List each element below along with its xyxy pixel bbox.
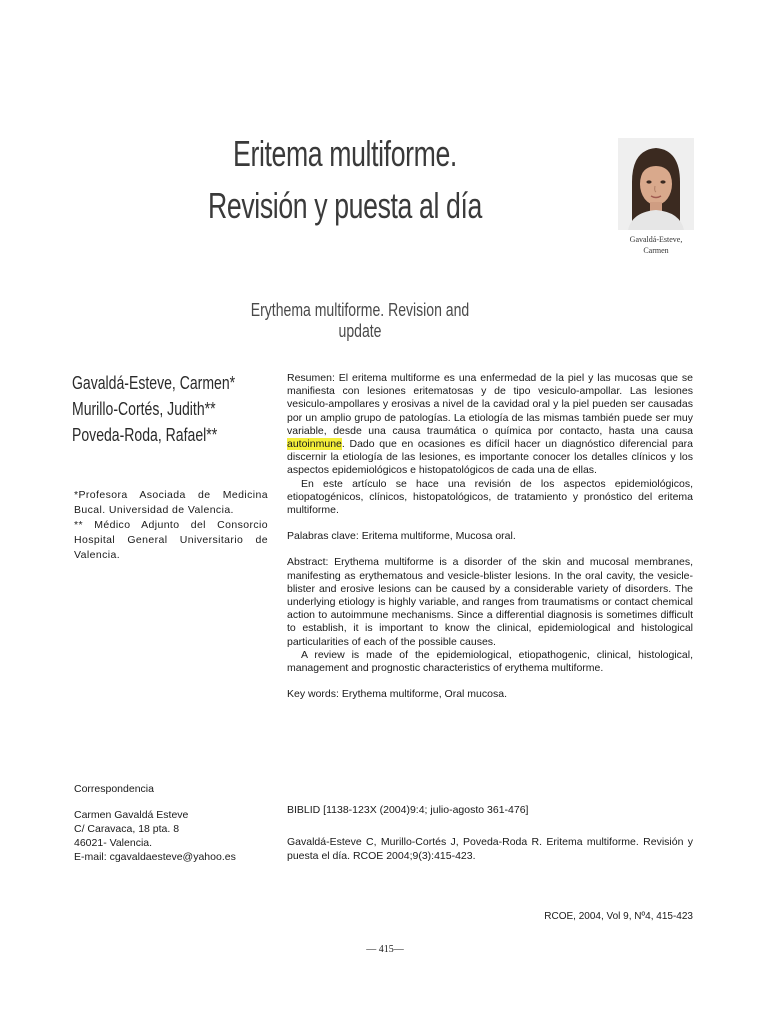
correspondence-heading: Correspondencia <box>74 783 154 795</box>
palabras-clave: Palabras clave: Eritema multiforme, Mucosa oral. <box>287 530 516 543</box>
abstract-paragraph-2: A review is made of the epidemiological, etiopathogenic, clinical, histological, management and prognostic characteristics of erythema multiforme. <box>287 648 693 675</box>
biblid: BIBLID [1138-123X (2004)9:4; julio-agosto 361-476] <box>287 804 529 816</box>
resumen-paragraph: Resumen: El eritema multiforme es una enfermedad de la piel y las mucosas que se manifiesta con lesiones eritematosas y de tipo vesiculo-ampollar. Las lesiones vesiculo-ampollares y erosivas a nivel de la cavidad oral y la piel pueden ser causadas por un amplio grupo de patologías. La etiología de las mismas también puede ser muy variable, desde una causa traumática o química por contacto, hasta una causa autoinmune. Dado que en ocasiones es difícil hacer un diagnóstico diferencial para discernir la etiología de las lesiones, es importante conocer los detalles clínicos y los aspectos epidemiológicos e histopatológicos de cada una de ellas. <box>287 372 693 477</box>
affiliation: ** Médico Adjunto del Consorcio Hospital General Universitario de Valencia. <box>74 519 268 561</box>
correspondence-line: 46021- Valencia. <box>74 837 153 849</box>
author-name: Poveda-Roda, Rafael** <box>72 425 218 445</box>
key-words: Key words: Erythema multiforme, Oral mucosa. <box>287 688 507 701</box>
journal-reference: RCOE, 2004, Vol 9, Nº4, 415-423 <box>544 911 693 922</box>
abstract-column <box>287 372 693 701</box>
correspondence-email: E-mail: cgavaldaesteve@yahoo.es <box>74 851 236 863</box>
author-photo-image <box>618 138 694 230</box>
author-name: Gavaldá-Esteve, Carmen* <box>72 373 236 393</box>
correspondence <box>74 782 284 864</box>
resumen-paragraph-2: En este artículo se hace una revisión de los aspectos epidemiológicos, etiopatogénicos, clínicos, histopatológicos, de tratamiento y pronóstico del eritema multiforme. <box>287 477 693 517</box>
author-name: Murillo-Cortés, Judith** <box>72 399 216 419</box>
article-title <box>201 128 490 232</box>
correspondence-line: Carmen Gavaldá Esteve <box>74 809 189 821</box>
english-subtitle: Erythema multiforme. Revision and update <box>250 300 470 341</box>
affiliation: *Profesora Asociada de Medicina Bucal. Universidad de Valencia. <box>74 489 268 516</box>
correspondence-line: C/ Caravaca, 18 pta. 8 <box>74 823 180 835</box>
affiliations <box>74 488 268 563</box>
page-number: — 415— <box>366 944 404 955</box>
author-photo <box>618 138 694 230</box>
highlighted-word: autoinmune <box>287 438 342 451</box>
abstract-paragraph: Abstract: Erythema multiforme is a disorder of the skin and mucosal membranes, manifesting as erythematous and vesicle-blister lesions. In the oral cavity, the vesicle-blister and erosive lesions can be caused by a considerable variety of disorders. The underlying etiology is highly variable, and ranges from traumatisms or contact chemical action to autoimmune mechanisms. Since a differential diagnosis is sometimes difficult to establish, it is important to know the clinical, epidemiological and histological particularities of each of the possible causes. <box>287 556 693 648</box>
photo-caption: Gavaldá-Esteve, Carmen <box>629 235 683 255</box>
title-line-2: Revisión y puesta al día <box>208 185 482 226</box>
citation: Gavaldá-Esteve C, Murillo-Cortés J, Poveda-Roda R. Eritema multiforme. Revisión y puesta el día. RCOE 2004;9(3):415-423. <box>287 836 693 862</box>
title-line-1: Eritema multiforme. <box>233 133 457 174</box>
author-list <box>72 370 236 448</box>
